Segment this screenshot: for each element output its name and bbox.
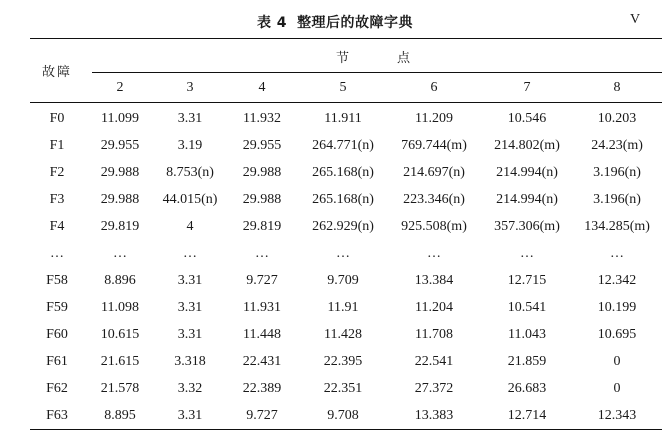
fault-id-cell: F60 — [46, 326, 68, 342]
value-cell: 29.819 — [242, 218, 282, 234]
value-cell: … — [336, 245, 350, 261]
header-sub-rule — [92, 72, 662, 73]
value-cell: 12.714 — [482, 402, 572, 430]
value-cell: 29.988 — [100, 191, 140, 207]
value-cell: 10.546 — [507, 110, 547, 126]
value-cell: 11.91 — [327, 299, 359, 315]
value-cell: 223.346(n) — [403, 191, 465, 207]
value-cell: 11.911 — [324, 110, 362, 126]
value-cell: 10.695 — [597, 326, 637, 342]
value-cell: 214.697(n) — [403, 164, 465, 180]
value-cell: 27.372 — [414, 380, 454, 396]
fault-column-header: 故障 — [30, 39, 84, 103]
value-cell: 29.819 — [100, 218, 140, 234]
node-header-char: 节 — [336, 50, 350, 66]
value-cell: 264.771(n) — [312, 137, 374, 153]
fault-id-cell: F2 — [49, 164, 65, 180]
table-body — [30, 103, 662, 430]
value-cell: 925.508(m) — [401, 218, 467, 234]
table-row — [30, 213, 662, 240]
table-row — [30, 159, 662, 186]
value-cell: 11.098 — [101, 299, 139, 315]
value-cell: … — [255, 245, 269, 261]
value-cell: 214.994(n) — [496, 191, 558, 207]
table-row — [30, 348, 662, 375]
value-cell: 3.31 — [177, 299, 203, 315]
value-cell: 9.727 — [224, 402, 300, 430]
value-cell: 3.318 — [174, 353, 206, 369]
value-cell: 214.994(n) — [496, 164, 558, 180]
fault-id-cell: F62 — [46, 380, 68, 396]
value-cell: 11.204 — [415, 299, 453, 315]
value-cell: 3.19 — [177, 137, 203, 153]
node-column-header: 3 — [156, 73, 224, 103]
node-column-header: 6 — [386, 73, 482, 103]
value-cell: 21.615 — [100, 353, 140, 369]
fault-id-cell: F3 — [49, 191, 65, 207]
value-cell: 21.578 — [100, 380, 140, 396]
value-cell: … — [427, 245, 441, 261]
value-cell: 29.988 — [242, 191, 282, 207]
value-cell: 9.708 — [300, 402, 386, 430]
node-group-header — [84, 39, 662, 74]
value-cell: … — [610, 245, 625, 261]
value-cell: 11.932 — [243, 110, 281, 126]
fault-id-cell: F1 — [49, 137, 65, 153]
table-row — [30, 321, 662, 348]
value-cell: 0 — [613, 353, 621, 369]
value-cell: 769.744(m) — [401, 137, 467, 153]
value-cell: 3.31 — [177, 110, 203, 126]
value-cell: 8.753(n) — [166, 164, 214, 180]
node-column-header: 8 — [572, 73, 662, 103]
node-header-char: 点 — [397, 50, 411, 66]
table-row — [30, 186, 662, 213]
value-cell: 22.431 — [242, 353, 282, 369]
unit-label: V — [630, 12, 641, 27]
node-column-header: 7 — [482, 73, 572, 103]
value-cell: 11.428 — [324, 326, 362, 342]
value-cell: 357.306(m) — [494, 218, 560, 234]
value-cell: 26.683 — [507, 380, 547, 396]
fault-id-cell: F63 — [30, 402, 84, 430]
table-row — [30, 267, 662, 294]
fault-dictionary-table — [30, 38, 662, 430]
value-cell: … — [183, 245, 197, 261]
value-cell: 265.168(n) — [312, 164, 374, 180]
value-cell: 29.955 — [242, 137, 282, 153]
value-cell: … — [113, 245, 127, 261]
value-cell: 3.196(n) — [593, 191, 641, 207]
fault-id-cell: F59 — [46, 299, 68, 315]
value-cell: 22.541 — [414, 353, 454, 369]
value-cell: 3.31 — [156, 402, 224, 430]
table-caption — [0, 12, 670, 32]
value-cell: 11.448 — [243, 326, 281, 342]
value-cell: 10.203 — [597, 110, 637, 126]
fault-id-cell: F0 — [49, 110, 65, 126]
table-row — [30, 402, 662, 430]
value-cell: … — [520, 245, 534, 261]
value-cell: 3.32 — [177, 380, 203, 396]
fault-id-cell: F4 — [49, 218, 65, 234]
value-cell: 4 — [186, 218, 194, 234]
value-cell: 21.859 — [507, 353, 547, 369]
fault-id-cell: … — [50, 245, 64, 261]
fault-id-cell: F61 — [46, 353, 68, 369]
value-cell: 214.802(m) — [494, 137, 560, 153]
value-cell: 265.168(n) — [312, 191, 374, 207]
value-cell: 12.342 — [597, 272, 637, 288]
value-cell: 13.383 — [386, 402, 482, 430]
value-cell: 134.285(m) — [584, 218, 650, 234]
value-cell: 8.895 — [84, 402, 156, 430]
node-column-header: 4 — [224, 73, 300, 103]
table-row — [30, 240, 662, 267]
table-row — [30, 103, 662, 133]
value-cell: 9.727 — [246, 272, 278, 288]
table-row — [30, 375, 662, 402]
value-cell: 11.708 — [415, 326, 453, 342]
fault-id-cell: F58 — [46, 272, 68, 288]
value-cell: 11.099 — [101, 110, 139, 126]
value-cell: 10.615 — [100, 326, 140, 342]
value-cell: 10.541 — [507, 299, 547, 315]
value-cell: 13.384 — [414, 272, 454, 288]
value-cell: 22.389 — [242, 380, 282, 396]
value-cell: 9.709 — [327, 272, 359, 288]
value-cell: 3.31 — [177, 326, 203, 342]
value-cell: 24.23(m) — [591, 137, 643, 153]
value-cell: 29.955 — [100, 137, 140, 153]
value-cell: 11.931 — [243, 299, 281, 315]
table-row — [30, 132, 662, 159]
value-cell: 12.343 — [572, 402, 662, 430]
value-cell: 12.715 — [507, 272, 547, 288]
header-row-top — [30, 39, 662, 74]
value-cell: 3.196(n) — [593, 164, 641, 180]
value-cell: 3.31 — [177, 272, 203, 288]
value-cell: 11.209 — [415, 110, 453, 126]
column-header-row — [30, 73, 662, 103]
node-column-header: 2 — [84, 73, 156, 103]
value-cell: 44.015(n) — [162, 191, 218, 207]
value-cell: 8.896 — [104, 272, 136, 288]
value-cell: 22.395 — [323, 353, 363, 369]
value-cell: 0 — [613, 380, 621, 396]
node-column-header: 5 — [300, 73, 386, 103]
value-cell: 29.988 — [100, 164, 140, 180]
table-number: 表 4 — [256, 15, 288, 31]
value-cell: 11.043 — [508, 326, 546, 342]
value-cell: 29.988 — [242, 164, 282, 180]
value-cell: 10.199 — [597, 299, 637, 315]
value-cell: 262.929(n) — [312, 218, 374, 234]
value-cell: 22.351 — [323, 380, 363, 396]
table-row — [30, 294, 662, 321]
table-title: 整理后的故障字典 — [297, 15, 414, 31]
